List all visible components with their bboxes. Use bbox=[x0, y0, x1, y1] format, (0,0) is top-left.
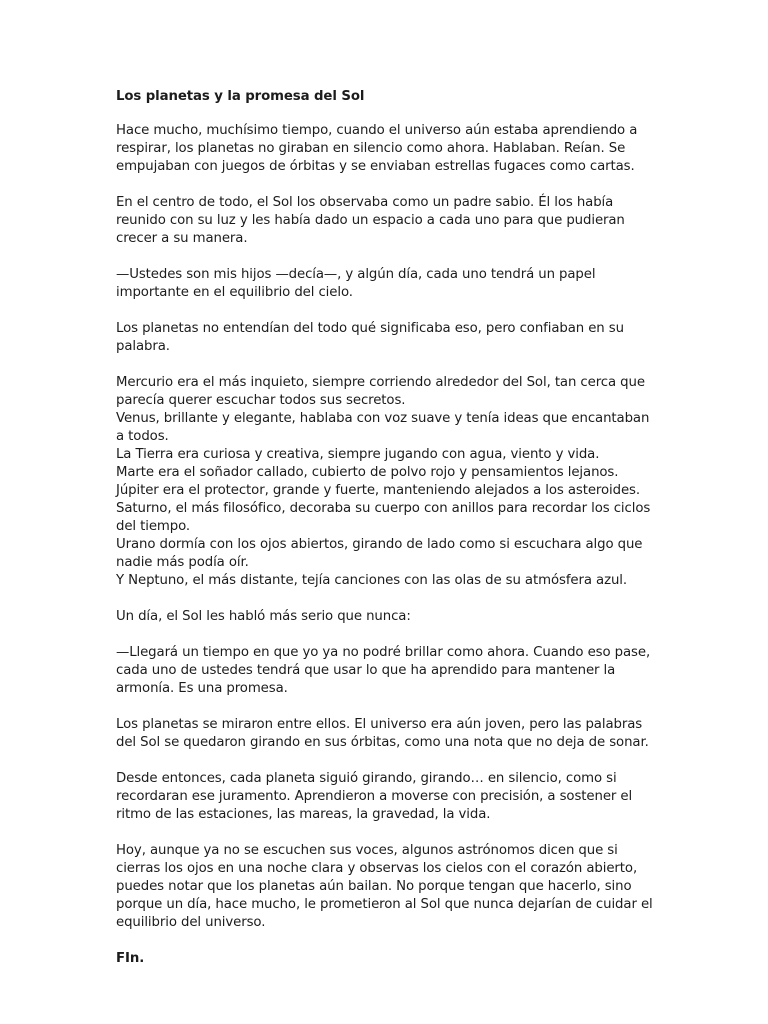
planet-line-saturn: Saturno, el más filosófico, decoraba su cuerpo con anillos para recordar los ciclos del tiempo. bbox=[116, 501, 651, 534]
planet-line-venus: Venus, brillante y elegante, hablaba con voz suave y tenía ideas que encantaban a todos. bbox=[116, 411, 650, 444]
paragraph-today: Hoy, aunque ya no se escuchen sus voces, algunos astrónomos dicen que si cierras los ojos en una noche clara y observas los cielos con el corazón abierto, puedes notar que los planetas aún bailan. No porque tengan que hacerlo, sino porque un día, hace mucho, le prometieron al Sol que nunca dejarían de cuidar el equilibrio del universo. bbox=[116, 843, 653, 930]
paragraph-one-day: Un día, el Sol les habló más serio que nunca: bbox=[116, 609, 411, 624]
planet-line-uranus: Urano dormía con los ojos abiertos, girando de lado como si escuchara algo que nadie más podía oír. bbox=[116, 537, 643, 570]
planet-line-mercury: Mercurio era el más inquieto, siempre corriendo alrededor del Sol, tan cerca que parecía querer escuchar todos sus secretos. bbox=[116, 375, 645, 408]
planet-line-earth: La Tierra era curiosa y creativa, siempre jugando con agua, viento y vida. bbox=[116, 447, 600, 462]
story-ending: FIn. bbox=[116, 951, 145, 966]
planet-line-jupiter: Júpiter era el protector, grande y fuerte, manteniendo alejados a los asteroides. bbox=[116, 483, 641, 498]
story-title: Los planetas y la promesa del Sol bbox=[116, 89, 365, 104]
paragraph-planets-look: Los planetas se miraron entre ellos. El universo era aún joven, pero las palabras del Sol se quedaron girando en sus órbitas, como una nota que no deja de sonar. bbox=[116, 717, 649, 750]
paragraph-since-then: Desde entonces, cada planeta siguió girando, girando… en silencio, como si recordaran ese juramento. Aprendieron a moverse con precisión, a sostener el ritmo de las estaciones, las mareas, la gravedad, la vida. bbox=[116, 771, 633, 822]
planet-line-mars: Marte era el soñador callado, cubierto de polvo rojo y pensamientos lejanos. bbox=[116, 465, 619, 480]
paragraph-intro: Hace mucho, muchísimo tiempo, cuando el universo aún estaba aprendiendo a respirar, los planetas no giraban en silencio como ahora. Hablaban. Reían. Se empujaban con juegos de órbitas y se enviaban estrellas fugaces como cartas. bbox=[116, 123, 638, 174]
paragraph-promise: —Llegará un tiempo en que yo ya no podré brillar como ahora. Cuando eso pase, cada uno de ustedes tendrá que usar lo que ha aprendido para mantener la armonía. Es una promesa. bbox=[116, 645, 651, 696]
planet-line-neptune: Y Neptuno, el más distante, tejía canciones con las olas de su atmósfera azul. bbox=[116, 573, 627, 588]
paragraph-sun: En el centro de todo, el Sol los observaba como un padre sabio. Él los había reunido con su luz y les había dado un espacio a cada uno para que pudieran crecer a su manera. bbox=[116, 195, 625, 246]
planet-descriptions bbox=[116, 374, 656, 590]
paragraph-planets-trust: Los planetas no entendían del todo qué significaba eso, pero confiaban en su palabra. bbox=[116, 321, 624, 354]
paragraph-sun-speech: —Ustedes son mis hijos —decía—, y algún día, cada uno tendrá un papel importante en el equilibrio del cielo. bbox=[116, 267, 596, 300]
document-page bbox=[116, 88, 656, 968]
